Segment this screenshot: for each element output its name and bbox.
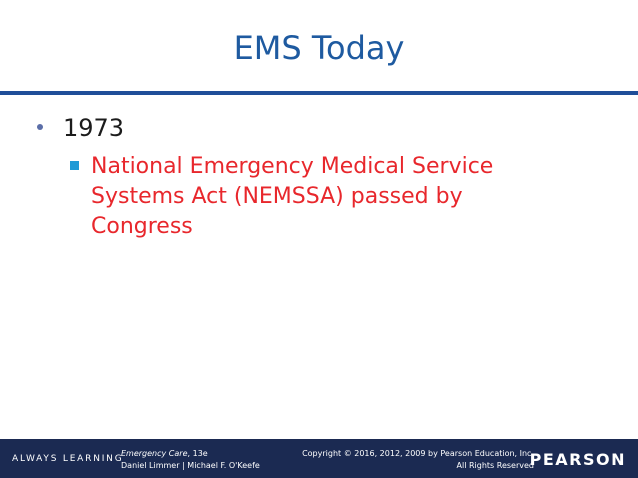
bullet-text: 1973 bbox=[63, 114, 125, 142]
book-title-line bbox=[121, 448, 260, 460]
footer-bar bbox=[0, 439, 638, 478]
slide-title: EMS Today bbox=[233, 29, 405, 67]
copyright-notice bbox=[302, 448, 534, 472]
book-title: Emergency Care bbox=[121, 449, 188, 458]
title-divider bbox=[0, 91, 638, 95]
book-edition: , 13e bbox=[187, 449, 208, 458]
sub-bullet-text: National Emergency Medical Service Systems Act (NEMSSA) passed by Congress bbox=[91, 154, 494, 239]
pearson-logo: PEARSON bbox=[529, 450, 626, 469]
footer-tagline: ALWAYS LEARNING bbox=[12, 454, 124, 464]
square-bullet-icon bbox=[70, 161, 79, 170]
book-info bbox=[121, 448, 260, 472]
book-authors: Daniel Limmer | Michael F. O'Keefe bbox=[121, 461, 260, 470]
rights-reserved-line: All Rights Reserved bbox=[456, 461, 534, 470]
copyright-line: Copyright © 2016, 2012, 2009 by Pearson Education, Inc. bbox=[302, 449, 534, 458]
bullet-dot-icon bbox=[37, 124, 43, 130]
